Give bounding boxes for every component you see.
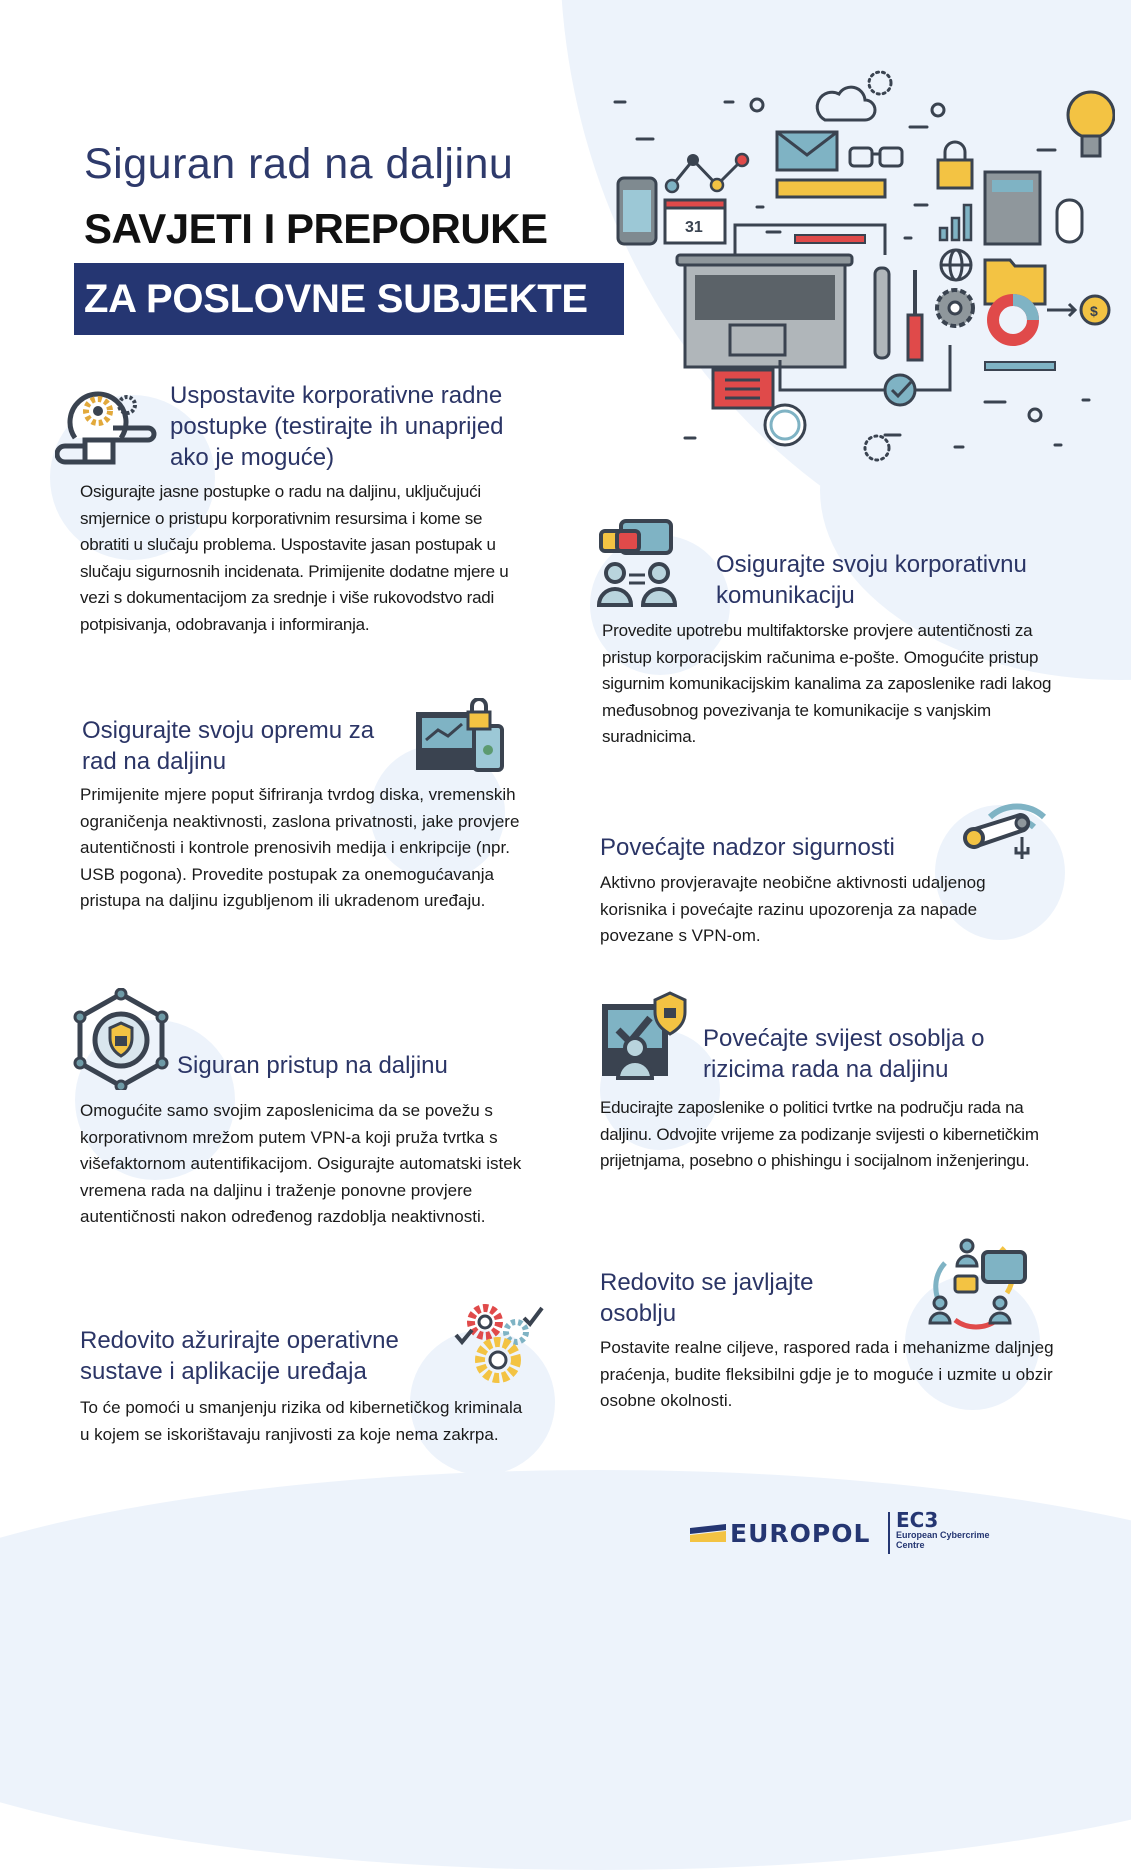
page-subtitle: SAVJETI I PREPORUKE: [84, 205, 548, 252]
team-communication-icon: [925, 1238, 1030, 1330]
section-procedures: [170, 380, 530, 473]
gear-icon: [937, 290, 973, 326]
wrench-icon: [875, 268, 889, 358]
lightbulb-icon: [1068, 92, 1114, 156]
network-shield-icon: [72, 988, 170, 1090]
section-body: Provedite upotrebu multifaktorske provjere autentičnosti za pristup korporacijskim računima e-pošte. Omogućite pristup sigurnim komunikacijskim kanalima za zaposlenike radi lakog međusobnog povezivanja te komunikacije s vanjskim suradnicima.: [602, 621, 1052, 746]
section-body: Postavite realne ciljeve, raspored rada i mehanizme daljnjeg praćenja, budite fleksibilni gdje je to moguće i uzmite u obzir osobne okolnosti.: [600, 1338, 1054, 1410]
section-title: Osigurajte svoju korporativnu komunikaciju: [716, 551, 1027, 609]
glasses-icon: [850, 148, 902, 166]
calendar-day: 31: [685, 219, 703, 236]
calendar-icon: [665, 200, 725, 243]
section-updates-body: [80, 1395, 530, 1448]
section-remote-access: [177, 1050, 517, 1081]
security-camera-icon: [960, 795, 1055, 870]
section-procedures-body: [80, 479, 535, 638]
ruler-icon: [777, 180, 885, 197]
section-title: Siguran pristup na daljinu: [177, 1052, 448, 1079]
hero-illustration: [595, 60, 1115, 475]
checkmark-circle-icon: [885, 375, 915, 405]
section-awareness: [703, 1023, 1033, 1085]
section-communication: [716, 549, 1046, 611]
gears-update-icon: [450, 1300, 545, 1390]
section-body: Omogućite samo svojim zaposlenicima da se povežu s korporativnom mrežom putem VPN-a koji pruža tvrtka s višefaktornom autentifikacijom. Osigurajte automatski istek vremena rada na daljinu i traženje ponovne provjere autentičnosti nakon određenog razdoblja neaktivnosti.: [80, 1101, 522, 1226]
section-title: Povećajte svijest osoblja o rizicima rada na daljinu: [703, 1025, 985, 1083]
globe-icon: [941, 250, 971, 280]
decor-circle: [751, 99, 763, 111]
laptop-icon: [677, 255, 852, 367]
people-chat-icon: [595, 517, 680, 609]
europol-wordmark: EUROPOL: [730, 1518, 871, 1548]
section-title: Redovito ažurirajte operativne sustave i aplikacije uređaja: [80, 1327, 399, 1385]
section-check-in: [600, 1267, 860, 1329]
section-title: Povećajte nadzor sigurnosti: [600, 834, 895, 861]
page-subtitle-banner: ZA POSLOVNE SUBJEKTE: [74, 263, 624, 335]
section-body: Educirajte zaposlenike o politici tvrtke na području rada na daljinu. Odvojite vrijeme za podizanje svijesti o kibernetičkim prijetnjama, posebno o phishingu i socijalnom inženjeringu.: [600, 1098, 1039, 1170]
section-check-in-body: [600, 1335, 1060, 1415]
section-body: Primijenite mjere poput šifriranja tvrdog diska, vremenskih ograničenja neaktivnosti, zaslona privatnosti, jake provjere autentičnosti i kontrole prenosivih medija i enkripcije (npr. USB pogona). Provedite postupak za onemogućavanja pristupa na daljinu izgubljenom ili ukradenom uređaju.: [80, 785, 520, 910]
section-equipment-body: [80, 782, 530, 915]
section-updates: [80, 1325, 450, 1387]
locked-devices-icon: [414, 698, 506, 774]
smartphone-icon: [618, 178, 656, 244]
line-graph-icon: [672, 160, 742, 186]
footer-divider: [888, 1512, 890, 1554]
message-bubble-icon: [713, 370, 773, 408]
decor-circle: [1029, 409, 1041, 421]
bar-chart-icon: [940, 205, 971, 240]
section-monitoring-body: [600, 870, 1050, 950]
decor-dotted-circle: [869, 72, 891, 94]
section-title: Redovito se javljajte osoblju: [600, 1269, 814, 1327]
donut-chart-icon: [993, 300, 1033, 340]
ec3-subtitle: European Cybercrime Centre: [896, 1530, 990, 1550]
padlock-icon: [938, 142, 972, 188]
decor-circle: [932, 104, 944, 116]
section-body: To će pomoći u smanjenju rizika od kibernetičkog kriminala u kojem se iskorištavaju ranjivosti za koje nema zakrpa.: [80, 1398, 523, 1444]
envelope-icon: [777, 132, 837, 170]
section-awareness-body: [600, 1095, 1060, 1175]
svg-text:$: $: [1090, 303, 1098, 319]
section-monitoring: [600, 832, 940, 863]
europol-logo: [690, 1518, 870, 1548]
decor-dotted-circle: [865, 436, 889, 460]
computer-mouse-icon: [1057, 200, 1082, 242]
cloud-icon: [817, 87, 875, 120]
coin-icon: [1081, 296, 1109, 324]
section-title: Osigurajte svoju opremu za rad na daljinu: [82, 717, 375, 775]
calculator-icon: [985, 172, 1040, 244]
section-equipment: [82, 715, 412, 777]
section-title: Uspostavite korporativne radne postupke (testirajte ih unaprijed ako je moguće): [170, 382, 504, 471]
user-monitor-shield-icon: [600, 990, 695, 1080]
ec3-logo: [896, 1510, 1016, 1550]
section-communication-body: [602, 618, 1052, 751]
section-body: Osigurajte jasne postupke o radu na daljinu, uključujući smjernice o pristupu korporativnim resursima i kome se obratiti u slučaju problema. Uspostavite jasan postupak u slučaju sigurnosnih incidenata. Primijenite dodatne mjere u vezi s dokumentacijom za srednje i više rukovodstvo radi potpisivanja, odobravanja i informiranja.: [80, 482, 509, 634]
section-remote-access-body: [80, 1098, 535, 1231]
pen-icon-2: [985, 362, 1055, 370]
europol-emblem-icon: [690, 1524, 726, 1542]
clock-icon: [765, 405, 805, 445]
page-title: Siguran rad na daljinu: [84, 140, 514, 188]
screwdriver-icon: [908, 315, 922, 360]
lightbulb-gears-icon: [55, 378, 165, 468]
ec3-wordmark: EC3: [896, 1508, 939, 1532]
pen-icon: [795, 235, 865, 243]
section-body: Aktivno provjeravajte neobične aktivnosti udaljenog korisnika i povećajte razinu upozorenja za napade povezane s VPN-om.: [600, 873, 986, 945]
